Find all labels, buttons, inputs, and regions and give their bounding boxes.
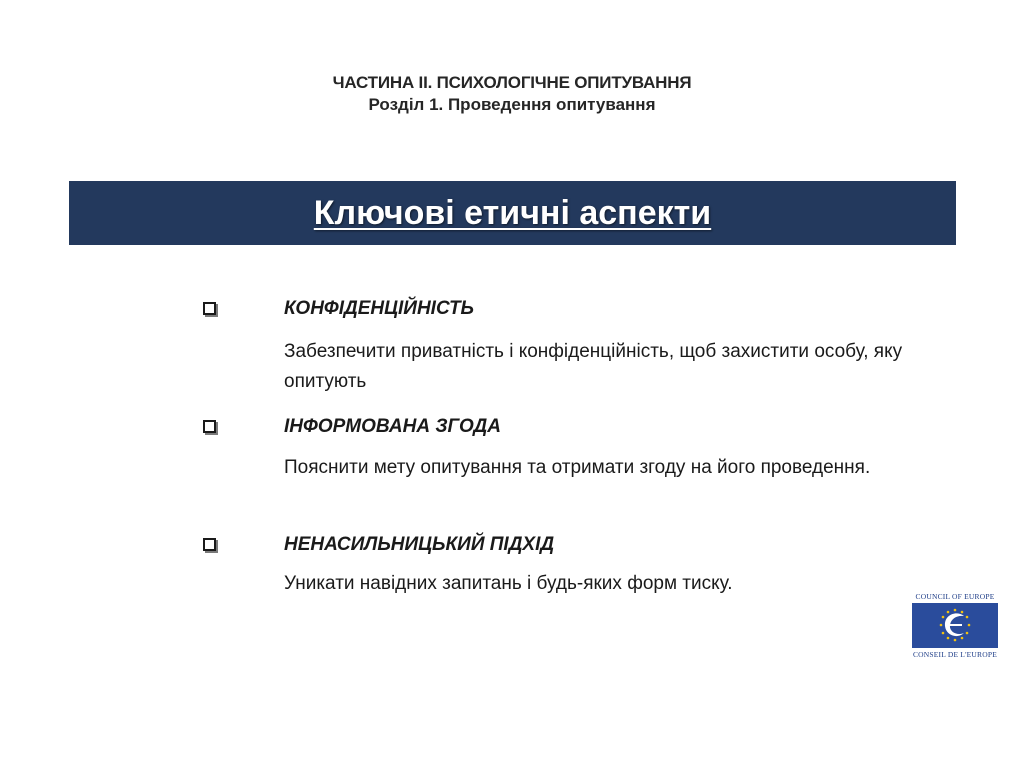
section-title: Розділ 1. Проведення опитування	[368, 95, 656, 114]
emblem-svg	[912, 603, 998, 648]
council-of-europe-logo	[910, 592, 1000, 660]
council-of-europe-emblem-icon	[912, 603, 998, 648]
item-heading: КОНФІДЕНЦІЙНІСТЬ	[284, 298, 475, 319]
logo-top-text: COUNCIL OF EUROPE	[915, 592, 995, 601]
part-title: ЧАСТИНА ІІ. ПСИХОЛОГІЧНЕ ОПИТУВАННЯ	[332, 73, 692, 92]
checkbox-bullet-icon	[203, 302, 216, 315]
item-heading: ІНФОРМОВАНА ЗГОДА	[284, 416, 501, 437]
item-description: Забезпечити приватність і конфіденційність, щоб захистити особу, яку опитують	[284, 341, 903, 392]
title-banner	[69, 181, 956, 245]
checkbox-bullet-icon	[203, 538, 216, 551]
item-heading: НЕНАСИЛЬНИЦЬКИЙ ПІДХІД	[284, 534, 555, 555]
item-description: Пояснити мету опитування та отримати згоду на його проведення.	[284, 457, 871, 478]
checkbox-bullet-icon	[203, 420, 216, 433]
slide-header	[0, 72, 1024, 116]
banner-title: Ключові етичні аспекти	[313, 193, 712, 232]
logo-bottom-text: CONSEIL DE L'EUROPE	[912, 650, 998, 659]
item-description: Уникати навідних запитань і будь-яких форм тиску.	[284, 573, 733, 594]
